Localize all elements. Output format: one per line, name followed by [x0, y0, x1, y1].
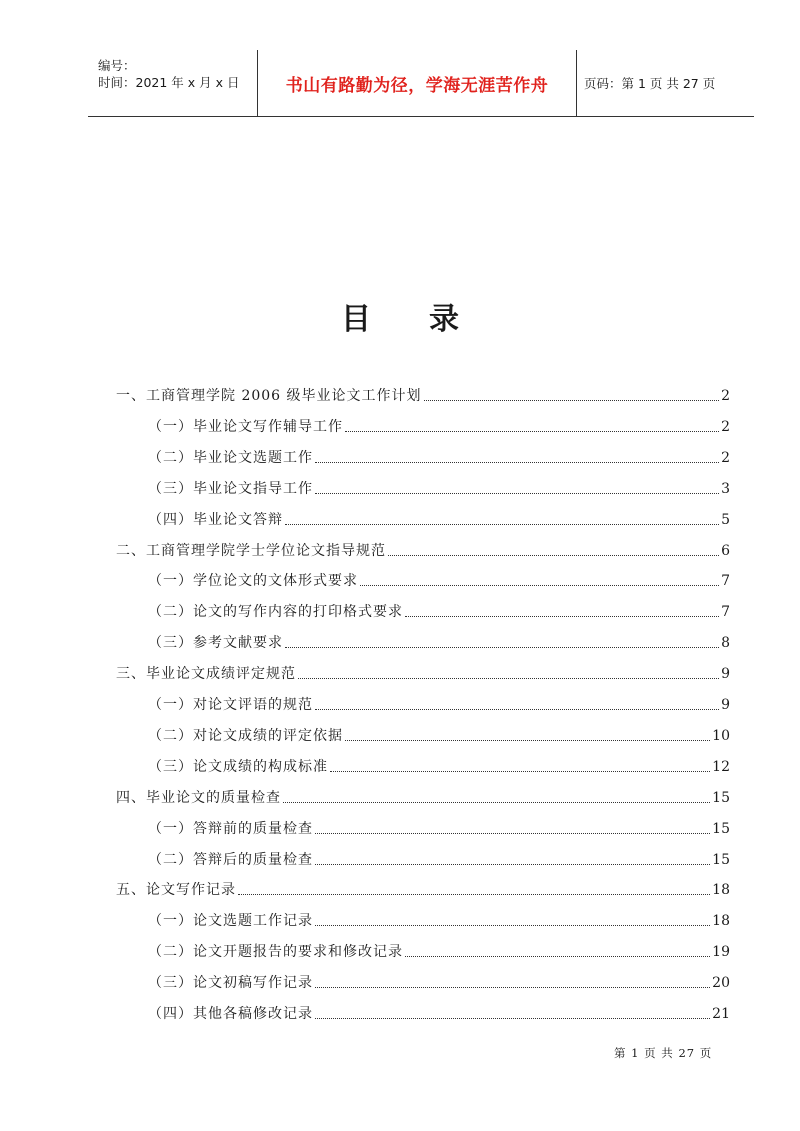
- toc-entry-page: 2: [721, 449, 730, 466]
- toc-entry[interactable]: [148, 942, 730, 962]
- toc-entry[interactable]: [116, 880, 730, 900]
- header-motto: 书山有路勤为径，学海无涯苦作舟: [257, 50, 577, 116]
- toc-dot-leader: [388, 555, 719, 556]
- toc-dot-leader: [315, 864, 710, 865]
- toc-entry[interactable]: [148, 633, 730, 653]
- toc-entry-label: 五、论文写作记录: [116, 882, 236, 899]
- toc-entry-label: （一）学位论文的文体形式要求: [148, 573, 358, 590]
- toc-dot-leader: [405, 616, 719, 617]
- toc-entry-label: （一）答辩前的质量检查: [148, 820, 313, 837]
- toc-dot-leader: [315, 709, 719, 710]
- toc-entry-label: （二）答辩后的质量检查: [148, 851, 313, 868]
- toc-entry[interactable]: [148, 973, 730, 993]
- toc-entry-page: 15: [712, 851, 730, 868]
- toc-entry-page: 12: [712, 758, 730, 775]
- toc-dot-leader: [315, 925, 710, 926]
- toc-dot-leader: [315, 462, 719, 463]
- toc-entry[interactable]: [148, 448, 730, 468]
- toc-dot-leader: [283, 802, 710, 803]
- toc-entry-page: 15: [712, 789, 730, 806]
- toc-dot-leader: [298, 678, 719, 679]
- toc-entry-page: 5: [721, 511, 730, 528]
- toc-entry-page: 8: [721, 635, 730, 652]
- toc-dot-leader: [315, 833, 710, 834]
- toc-entry-page: 10: [712, 727, 730, 744]
- toc-entry-page: 18: [712, 913, 730, 930]
- toc-entry[interactable]: [116, 664, 730, 684]
- toc-dot-leader: [238, 894, 710, 895]
- toc-entry-page: 3: [721, 480, 730, 497]
- toc-entry-label: 三、毕业论文成绩评定规范: [116, 666, 296, 683]
- toc-entry-page: 21: [712, 1006, 730, 1022]
- toc-entry[interactable]: [148, 850, 730, 870]
- toc-entry[interactable]: [148, 819, 730, 839]
- toc-entry-label: （一）毕业论文写作辅导工作: [148, 418, 343, 435]
- toc-entry-page: 15: [712, 820, 730, 837]
- toc-entry[interactable]: [116, 541, 730, 561]
- toc-entry-label: （三）论文成绩的构成标准: [148, 758, 328, 775]
- number-label: 编号：: [98, 58, 136, 73]
- toc-entry-page: 18: [712, 882, 730, 899]
- toc-entry[interactable]: [148, 510, 730, 530]
- toc-entry-label: （二）论文开题报告的要求和修改记录: [148, 944, 403, 961]
- toc-dot-leader: [424, 400, 720, 401]
- toc-entry-label: （二）对论文成绩的评定依据: [148, 727, 343, 744]
- toc-entry-page: 7: [721, 573, 730, 590]
- toc-entry-page: 19: [712, 944, 730, 961]
- page-header: [88, 50, 754, 117]
- toc-entry-page: 9: [721, 697, 730, 713]
- toc-dot-leader: [285, 647, 719, 648]
- toc-entry[interactable]: [148, 757, 730, 777]
- toc-entry-label: 一、工商管理学院 2006 级毕业论文工作计划: [116, 388, 422, 404]
- toc-dot-leader: [345, 740, 710, 741]
- toc-dot-leader: [405, 956, 710, 957]
- toc-entry[interactable]: [148, 417, 730, 437]
- toc-entry-page: 20: [712, 975, 730, 992]
- time-label: 时间：2021 年 x 月 x 日: [98, 75, 240, 90]
- toc-dot-leader: [285, 524, 719, 525]
- toc-entry-label: （三）论文初稿写作记录: [148, 975, 313, 992]
- toc-entry[interactable]: [116, 386, 730, 406]
- toc-dot-leader: [360, 585, 719, 586]
- header-left-block: [98, 57, 239, 91]
- toc-title: 目录: [341, 302, 517, 337]
- toc-dot-leader: [315, 987, 710, 988]
- toc-dot-leader: [345, 431, 719, 432]
- header-page-label: 页码：第 1 页 共 27 页: [584, 76, 716, 91]
- toc-dot-leader: [330, 771, 710, 772]
- toc-entry-page: 9: [721, 666, 730, 683]
- toc-entry-label: 二、工商管理学院学士学位论文指导规范: [116, 542, 386, 559]
- toc-entry[interactable]: [148, 602, 730, 622]
- toc-entry-page: 2: [721, 388, 730, 404]
- toc-entry-label: （四）毕业论文答辩: [148, 511, 283, 528]
- footer-page-indicator: 第 1 页 共 27 页: [614, 1046, 713, 1060]
- toc-entry-label: （二）毕业论文选题工作: [148, 449, 313, 466]
- toc-entry[interactable]: [148, 911, 730, 931]
- toc-entry-label: （三）参考文献要求: [148, 635, 283, 652]
- toc-entry-label: （三）毕业论文指导工作: [148, 480, 313, 497]
- toc-entry-page: 6: [721, 542, 730, 559]
- toc-entry[interactable]: [148, 571, 730, 591]
- toc-dot-leader: [315, 1018, 710, 1019]
- toc-entry-label: （四）其他各稿修改记录: [148, 1006, 313, 1022]
- toc-dot-leader: [315, 493, 719, 494]
- toc-entry-label: 四、毕业论文的质量检查: [116, 789, 281, 806]
- toc-entry-page: 2: [721, 418, 730, 435]
- toc-entry-label: （二）论文的写作内容的打印格式要求: [148, 604, 403, 621]
- toc-entry[interactable]: [148, 479, 730, 499]
- toc-entry[interactable]: [116, 788, 730, 808]
- toc-entry-page: 7: [721, 604, 730, 621]
- toc-entry[interactable]: [148, 1004, 730, 1024]
- toc-entry[interactable]: [148, 726, 730, 746]
- toc-entry-label: （一）论文选题工作记录: [148, 913, 313, 930]
- toc-entry[interactable]: [148, 695, 730, 715]
- toc-entry-label: （一）对论文评语的规范: [148, 697, 313, 713]
